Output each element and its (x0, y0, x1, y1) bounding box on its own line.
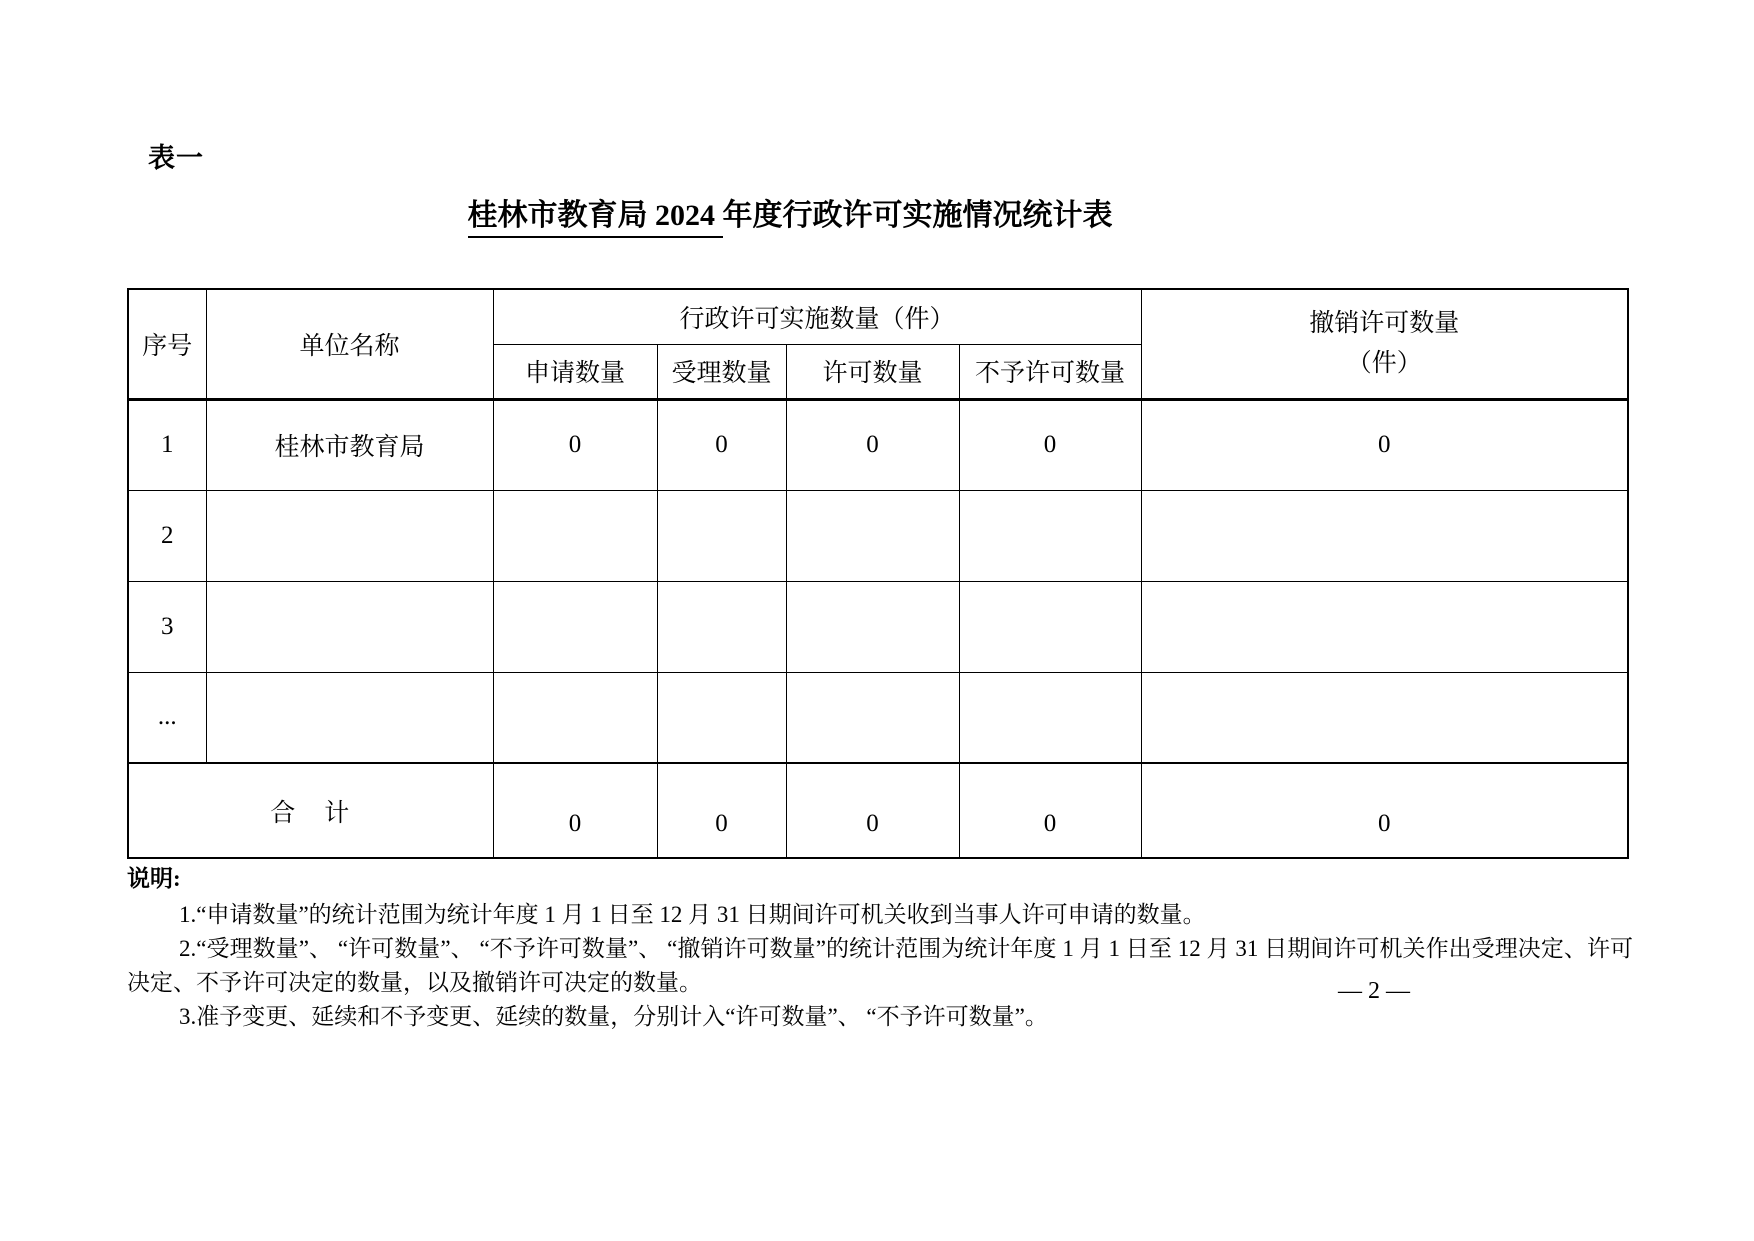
table-row-3 (128, 581, 1628, 672)
value-cell (786, 672, 959, 763)
value-cell (959, 672, 1141, 763)
header-impl-group: 行政许可实施数量（件） (493, 289, 1141, 344)
header-permit: 许可数量 (786, 344, 959, 399)
value-cell (1141, 490, 1628, 581)
page-title (0, 190, 1580, 234)
unit-cell (206, 672, 493, 763)
total-value-cell: 0 (786, 763, 959, 858)
header-seq: 序号 (128, 289, 206, 399)
seq-cell: 2 (128, 490, 206, 581)
value-cell (786, 581, 959, 672)
value-cell (959, 581, 1141, 672)
total-value-cell: 0 (959, 763, 1141, 858)
value-cell (786, 490, 959, 581)
value-cell: 0 (1141, 399, 1628, 490)
table-row-ellipsis (128, 672, 1628, 763)
table-row-1 (128, 399, 1628, 490)
value-cell (493, 581, 657, 672)
title-rest: 年度行政许可实施情况统计表 (722, 199, 1113, 232)
unit-cell (206, 581, 493, 672)
header-revoke-line1: 撤销许可数量 (1309, 309, 1460, 337)
notes-heading: 说明: (127, 866, 181, 891)
total-value-cell: 0 (1141, 763, 1628, 858)
notes-section (127, 862, 1633, 1034)
seq-cell: ... (128, 672, 206, 763)
value-cell (657, 581, 786, 672)
value-cell: 0 (657, 399, 786, 490)
unit-cell (206, 490, 493, 581)
value-cell (1141, 581, 1628, 672)
value-cell: 0 (959, 399, 1141, 490)
header-deny: 不予许可数量 (959, 344, 1141, 399)
note-item-3: 3.准予变更、延续和不予变更、延续的数量，分别计入“许可数量”、 “不予许可数量”。 (179, 1004, 1048, 1029)
stats-table (127, 288, 1629, 859)
value-cell (959, 490, 1141, 581)
seq-cell: 1 (128, 399, 206, 490)
value-cell: 0 (786, 399, 959, 490)
note-item-1: 1.“申请数量”的统计范围为统计年度 1 月 1 日至 12 月 31 日期间许可机关收到当事人许可申请的数量。 (179, 902, 1206, 927)
header-apply: 申请数量 (493, 344, 657, 399)
unit-cell: 桂林市教育局 (206, 399, 493, 490)
title-underlined-part: 桂林市教育局 2024 (468, 199, 723, 238)
header-revoke (1141, 289, 1628, 399)
value-cell (493, 672, 657, 763)
total-value-cell: 0 (493, 763, 657, 858)
total-row (128, 763, 1628, 858)
header-accept: 受理数量 (657, 344, 786, 399)
value-cell (1141, 672, 1628, 763)
value-cell (657, 490, 786, 581)
header-row-group (128, 289, 1628, 344)
page-number: — 2 — (1338, 978, 1410, 1004)
value-cell (493, 490, 657, 581)
note-item-2: 2.“受理数量”、 “许可数量”、 “不予许可数量”、 “撤销许可数量”的统计范围为统计年度 1 月 1 日至 12 月 31 日期间许可机关作出受理决定、许可决定、不予许可决定的数量，以及撤销许可决定的数量。 (127, 936, 1633, 995)
header-revoke-line2: （件） (1346, 349, 1422, 377)
total-value-cell: 0 (657, 763, 786, 858)
value-cell: 0 (493, 399, 657, 490)
value-cell (657, 672, 786, 763)
header-unit: 单位名称 (206, 289, 493, 399)
total-label: 合 计 (128, 763, 493, 858)
seq-cell: 3 (128, 581, 206, 672)
table-row-2 (128, 490, 1628, 581)
table-label: 表一 (148, 143, 204, 173)
